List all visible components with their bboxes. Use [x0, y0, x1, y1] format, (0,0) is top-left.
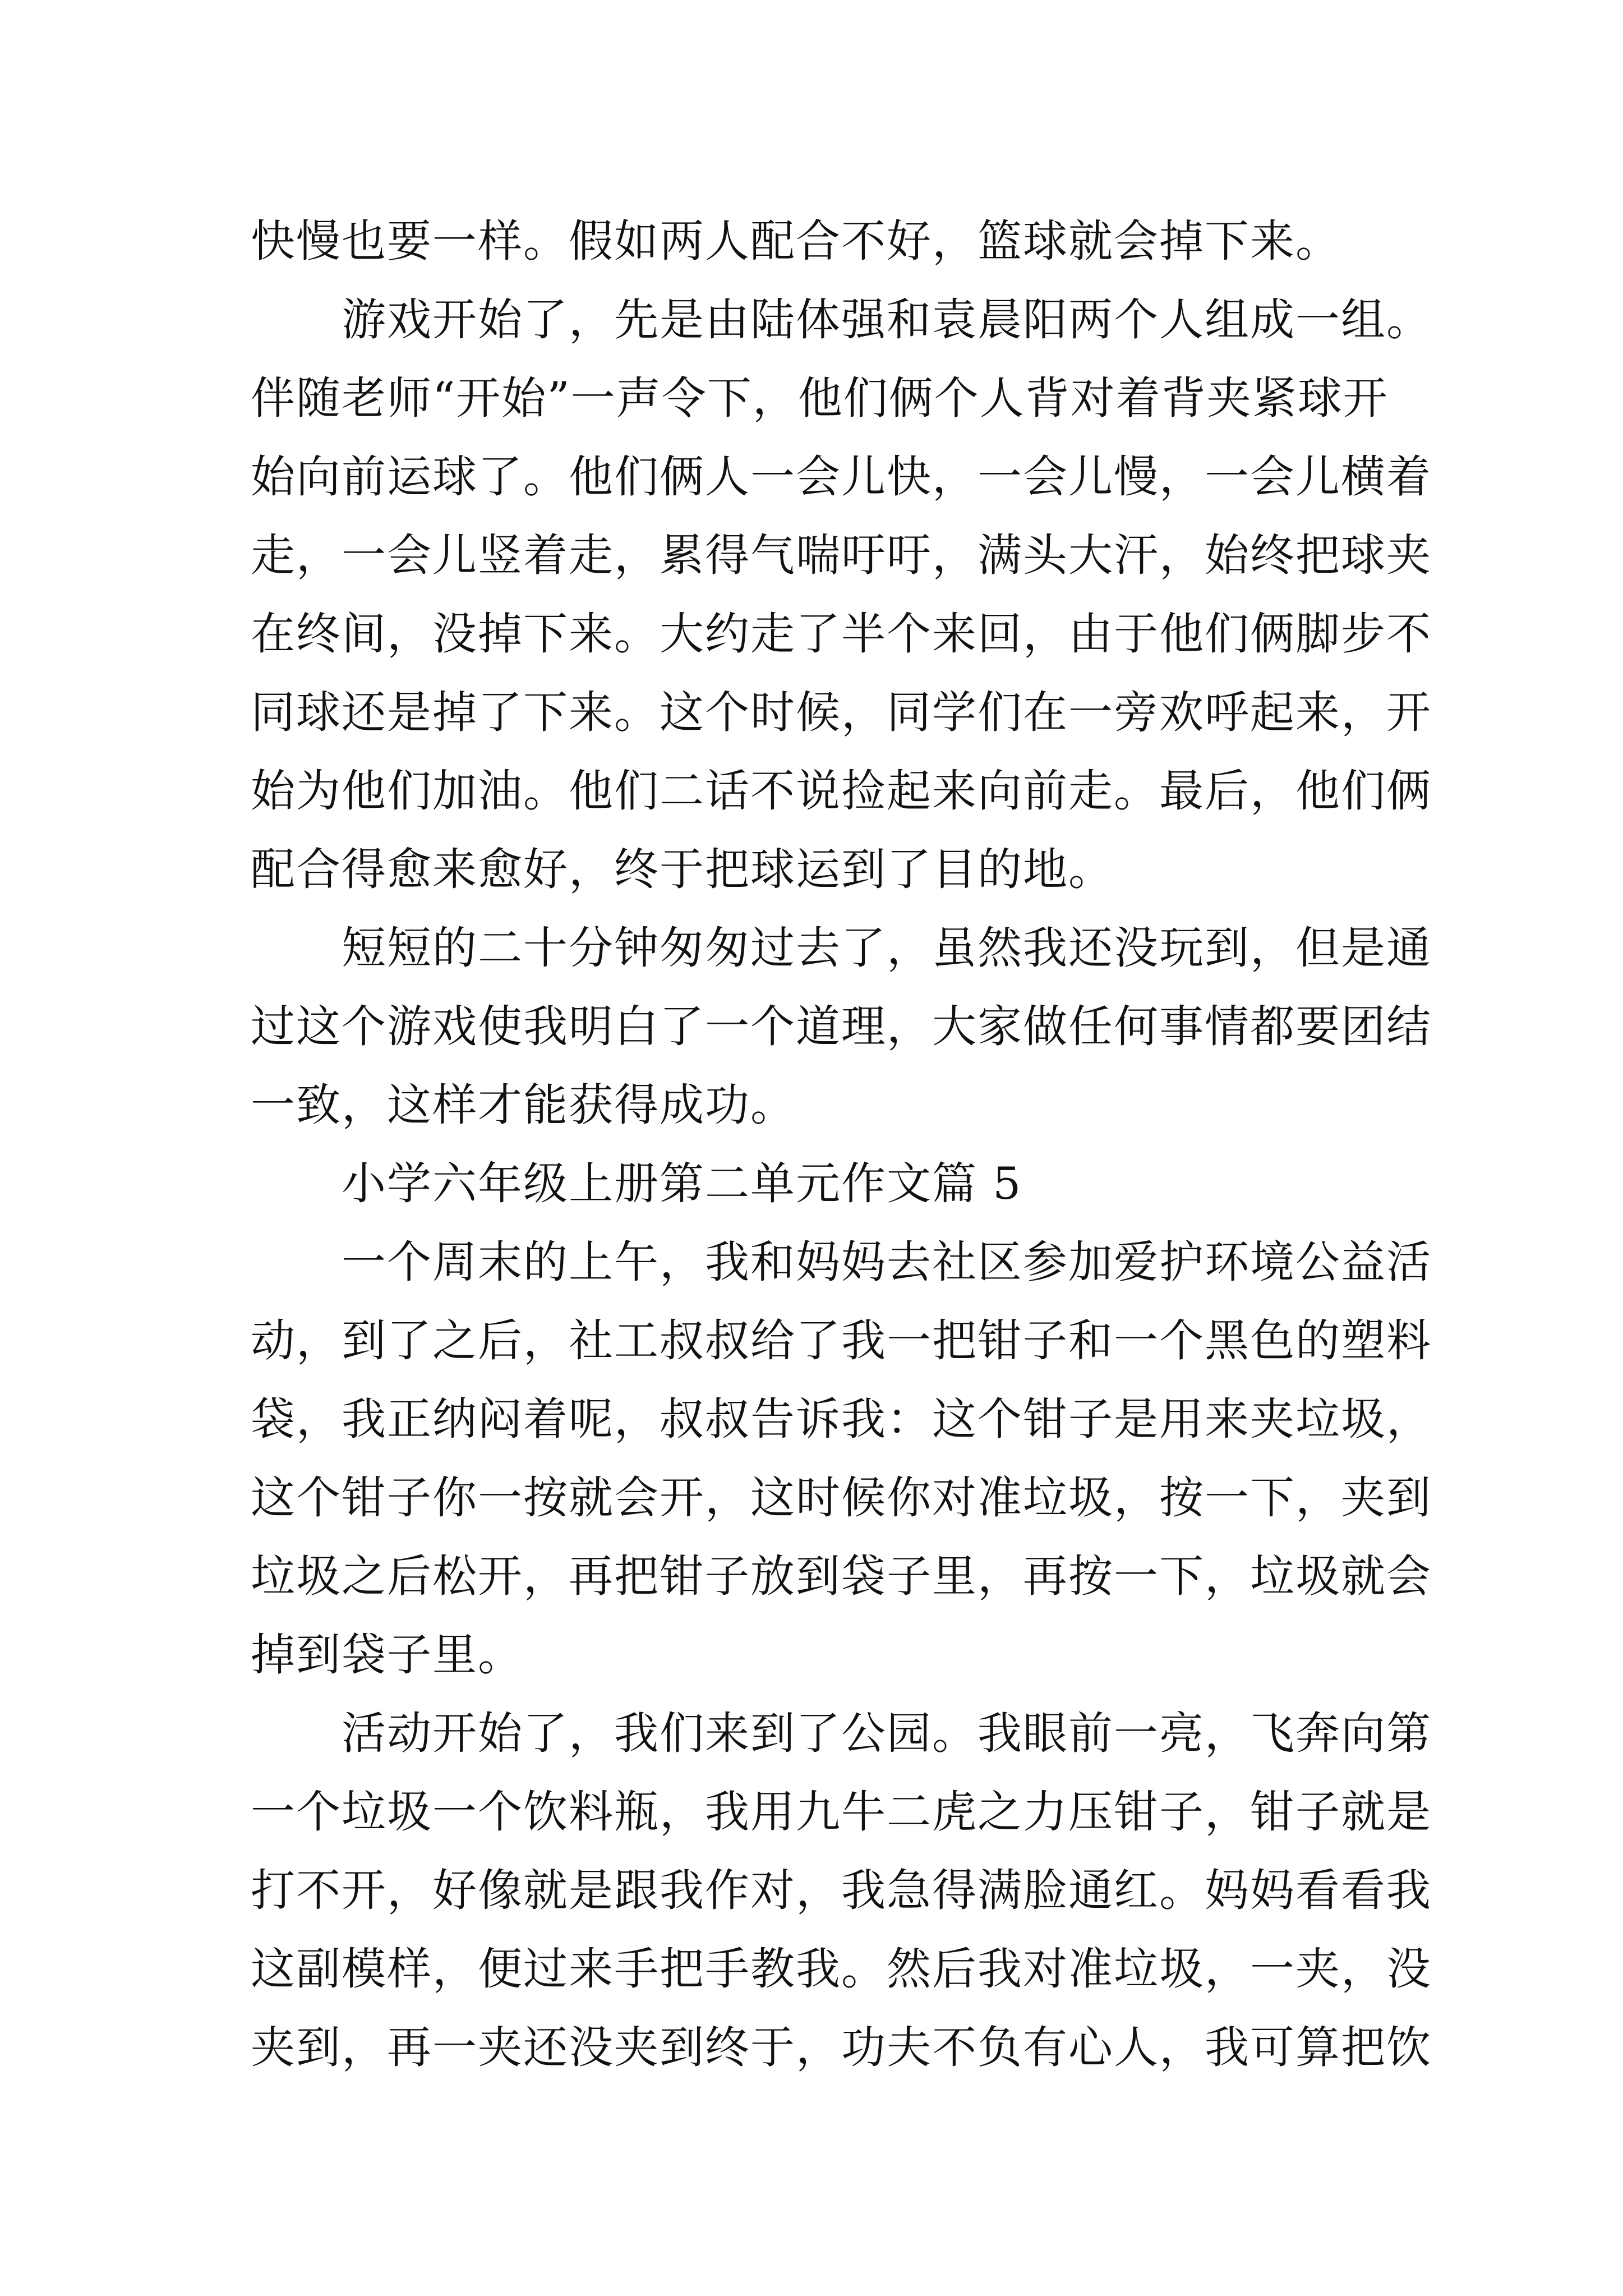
paragraph-start-line: 活动开始了，我们来到了公园。我眼前一亮，飞奔向第 [342, 1708, 1432, 1759]
text-line: 过这个游戏使我明白了一个道理，大家做任何事情都要团结 [251, 1001, 1432, 1052]
text-line: 垃圾之后松开，再把钳子放到袋子里，再按一下，垃圾就会 [251, 1550, 1432, 1602]
paragraph-start-line: 游戏开始了，先是由陆体强和袁晨阳两个人组成一组。 [342, 294, 1432, 346]
text-line: 袋，我正纳闷着呢，叔叔告诉我：这个钳子是用来夹垃圾， [251, 1393, 1432, 1445]
text-line: 掉到袋子里。 [251, 1629, 523, 1681]
text-line: 伴随老师“开始”一声令下，他们俩个人背对着背夹紧球开 [251, 372, 1389, 424]
text-line: 配合得愈来愈好，终于把球运到了目的地。 [251, 844, 1114, 895]
text-line: 夹到，再一夹还没夹到终于，功夫不负有心人，我可算把饮 [251, 2022, 1432, 2073]
paragraph-start-line: 一个周末的上午，我和妈妈去社区参加爱护环境公益活 [342, 1236, 1432, 1288]
text-line: 在终间，没掉下来。大约走了半个来回，由于他们俩脚步不 [251, 608, 1432, 660]
text-line: 动，到了之后，社工叔叔给了我一把钳子和一个黑色的塑料 [251, 1315, 1432, 1366]
section-heading: 小学六年级上册第二单元作文篇 5 [342, 1158, 1022, 1209]
text-line: 一致，这样才能获得成功。 [251, 1079, 796, 1131]
text-line: 快慢也要一样。假如两人配合不好，篮球就会掉下来。 [251, 215, 1341, 267]
text-line: 走，一会儿竖着走，累得气喘吁吁，满头大汗，始终把球夹 [251, 530, 1432, 581]
text-line: 这个钳子你一按就会开，这时候你对准垃圾，按一下，夹到 [251, 1472, 1432, 1524]
text-line: 始向前运球了。他们俩人一会儿快，一会儿慢，一会儿横着 [251, 451, 1432, 503]
text-line: 始为他们加油。他们二话不说捡起来向前走。最后，他们俩 [251, 765, 1432, 817]
text-line: 打不开，好像就是跟我作对，我急得满脸通红。妈妈看看我 [251, 1865, 1432, 1916]
paragraph-start-line: 短短的二十分钟匆匆过去了，虽然我还没玩到，但是通 [342, 922, 1432, 974]
text-line: 一个垃圾一个饮料瓶，我用九牛二虎之力压钳子，钳子就是 [251, 1786, 1432, 1838]
text-line: 这副模样，便过来手把手教我。然后我对准垃圾，一夹，没 [251, 1943, 1432, 1995]
text-line: 同球还是掉了下来。这个时候，同学们在一旁欢呼起来，开 [251, 687, 1432, 738]
body-text [251, 202, 1432, 2087]
